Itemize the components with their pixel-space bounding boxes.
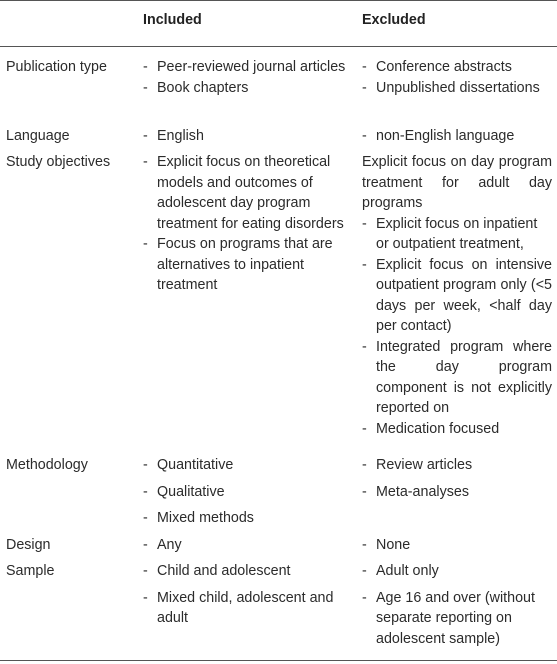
included-cell	[143, 561, 348, 629]
excluded-cell	[362, 561, 552, 649]
excluded-cell	[362, 455, 552, 502]
excluded-cell	[362, 57, 552, 98]
excluded-cell	[362, 126, 552, 147]
row-label: Methodology	[6, 457, 88, 473]
list-item: - None	[362, 535, 552, 556]
included-cell	[143, 126, 348, 147]
included-cell	[143, 455, 348, 529]
list-item: - Meta-analyses	[362, 482, 552, 503]
excluded-intro: Explicit focus on day program treatment for adult day programs	[362, 154, 552, 211]
list-item: - Conference abstracts	[362, 57, 552, 78]
list-item: - English	[143, 126, 348, 147]
header-included: Included	[143, 12, 202, 28]
excluded-cell	[362, 535, 552, 556]
list-item: - Mixed methods	[143, 508, 348, 529]
row-label: Publication type	[6, 59, 107, 75]
list-item: - Qualitative	[143, 482, 348, 503]
row-label: Sample	[6, 563, 55, 579]
list-item: - Any	[143, 535, 348, 556]
header-excluded: Excluded	[362, 12, 426, 28]
list-item: - Adult only	[362, 561, 552, 582]
list-item: - Quantitative	[143, 455, 348, 476]
list-item: - Book chapters	[143, 78, 348, 99]
list-item: - Integrated program where the day program component is not explicitly reported on	[362, 337, 552, 419]
list-item: - Explicit focus on theoretical models and outcomes of adolescent day program treatment for eating disorders	[143, 152, 348, 234]
list-item: - Explicit focus on intensive outpatient program only (<5 days per week, <half day per contact)	[362, 255, 552, 337]
included-cell	[143, 535, 348, 556]
included-cell	[143, 57, 348, 98]
included-cell	[143, 152, 348, 296]
row-label: Study objectives	[6, 154, 111, 170]
row-label: Design	[6, 537, 51, 553]
table-top-rule	[0, 0, 557, 1]
list-item: - Mixed child, adolescent and adult	[143, 588, 348, 629]
header-rule	[0, 46, 557, 47]
list-item: - Focus on programs that are alternatives to inpatient treatment	[143, 234, 348, 296]
list-item: - Explicit focus on inpatient or outpatient treatment,	[362, 214, 552, 255]
row-label: Language	[6, 128, 70, 144]
list-item: - Unpublished dissertations	[362, 78, 552, 99]
list-item: - non-English language	[362, 126, 552, 147]
list-item: - Review articles	[362, 455, 552, 476]
list-item: - Medication focused	[362, 419, 552, 440]
list-item: - Peer-reviewed journal articles	[143, 57, 348, 78]
excluded-cell	[362, 152, 552, 439]
table-bottom-rule	[0, 660, 557, 661]
list-item: - Child and adolescent	[143, 561, 348, 582]
list-item: - Age 16 and over (without separate reporting on adolescent sample)	[362, 588, 552, 650]
